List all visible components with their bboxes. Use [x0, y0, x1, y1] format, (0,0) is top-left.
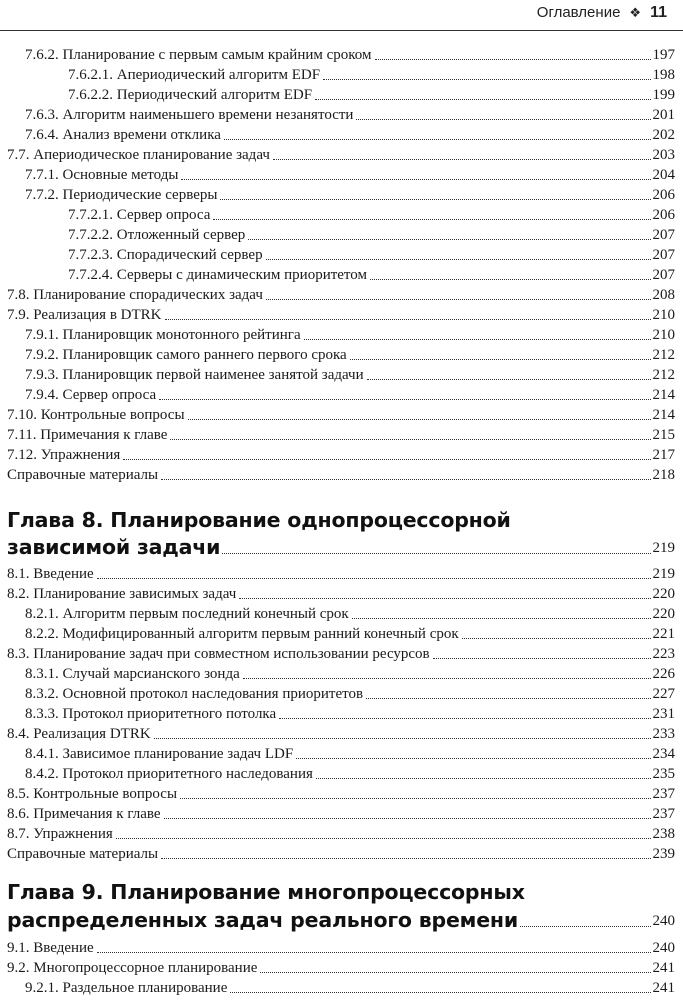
- toc-entry[interactable]: Справочные материалы 239: [7, 846, 675, 862]
- dot-leader: [520, 926, 650, 927]
- toc-entry[interactable]: 9.1. Введение 240: [7, 940, 675, 956]
- header-separator: ❖: [629, 5, 642, 20]
- dot-leader: [164, 818, 651, 819]
- toc-entry[interactable]: 8.6. Примечания к главе 237: [7, 806, 675, 822]
- chapter-9-page: 240: [652, 913, 675, 929]
- dot-leader: [165, 319, 651, 320]
- toc-entry[interactable]: 7.12. Упражнения 217: [7, 447, 675, 463]
- dot-leader: [239, 598, 650, 599]
- toc-entry[interactable]: 8.2.2. Модифицированный алгоритм первым ранний конечный срок 221: [25, 626, 675, 642]
- toc-entry[interactable]: 7.8. Планирование спорадических задач 208: [7, 287, 675, 303]
- toc-entry[interactable]: 7.6.2. Планирование с первым самым крайним сроком 197: [25, 47, 675, 63]
- header-section-title: Оглавление: [536, 4, 621, 21]
- dot-leader: [97, 578, 651, 579]
- toc-entry[interactable]: 7.9.1. Планировщик монотонного рейтинга 210: [25, 327, 675, 343]
- toc-entry[interactable]: 8.3.1. Случай марсианского зонда 226: [25, 666, 675, 682]
- dot-leader: [243, 678, 651, 679]
- toc-entry[interactable]: 8.7. Упражнения 238: [7, 826, 675, 842]
- dot-leader: [116, 838, 651, 839]
- toc-entry[interactable]: 9.2.1. Раздельное планирование 241: [25, 980, 675, 996]
- toc-entry[interactable]: 7.6.2.2. Периодический алгоритм EDF 199: [68, 87, 675, 103]
- toc-entry[interactable]: 7.7.2.4. Серверы с динамическим приоритетом 207: [68, 267, 675, 283]
- chapter-9-title[interactable]: Глава 9. Планирование многопроцессорных: [7, 880, 525, 904]
- header-rule: [0, 30, 683, 31]
- dot-leader: [279, 718, 650, 719]
- dot-leader: [304, 339, 651, 340]
- running-header: [0, 0, 683, 32]
- toc-entry[interactable]: 7.7. Апериодическое планирование задач 203: [7, 147, 675, 163]
- toc-entry[interactable]: 8.4. Реализация DTRK 233: [7, 726, 675, 742]
- dot-leader: [222, 553, 650, 554]
- toc-entry[interactable]: 8.1. Введение 219: [7, 566, 675, 582]
- chapter-8-title-line-2[interactable]: зависимой задачи 219: [7, 535, 675, 559]
- dot-leader: [220, 199, 650, 200]
- dot-leader: [375, 59, 651, 60]
- toc-entry[interactable]: 8.5. Контрольные вопросы 237: [7, 786, 675, 802]
- toc-entry[interactable]: 7.7.2.2. Отложенный сервер 207: [68, 227, 675, 243]
- toc-entry[interactable]: 8.4.1. Зависимое планирование задач LDF 234: [25, 746, 675, 762]
- toc-entry[interactable]: 7.9.2. Планировщик самого раннего первого срока 212: [25, 347, 675, 363]
- toc-entry[interactable]: 7.6.2.1. Апериодический алгоритм EDF 198: [68, 67, 675, 83]
- dot-leader: [248, 239, 650, 240]
- toc-entry[interactable]: 8.2. Планирование зависимых задач 220: [7, 586, 675, 602]
- dot-leader: [350, 359, 651, 360]
- dot-leader: [188, 419, 651, 420]
- toc-entry[interactable]: 7.10. Контрольные вопросы 214: [7, 407, 675, 423]
- dot-leader: [296, 758, 650, 759]
- toc-entry[interactable]: 7.7.2.1. Сервер опроса 206: [68, 207, 675, 223]
- dot-leader: [266, 259, 651, 260]
- dot-leader: [161, 479, 650, 480]
- dot-leader: [433, 658, 651, 659]
- chapter-9-title-line-2[interactable]: распределенных задач реального времени 240: [7, 908, 675, 932]
- dot-leader: [154, 738, 651, 739]
- toc-entry[interactable]: 8.3. Планирование задач при совместном использовании ресурсов 223: [7, 646, 675, 662]
- chapter-8-title[interactable]: Глава 8. Планирование однопроцессорной: [7, 508, 511, 532]
- dot-leader: [367, 379, 651, 380]
- dot-leader: [462, 638, 651, 639]
- dot-leader: [315, 99, 650, 100]
- toc-entry[interactable]: 8.3.3. Протокол приоритетного потолка 231: [25, 706, 675, 722]
- toc-entry[interactable]: 7.6.3. Алгоритм наименьшего времени незанятости 201: [25, 107, 675, 123]
- dot-leader: [224, 139, 651, 140]
- dot-leader: [97, 952, 651, 953]
- dot-leader: [123, 459, 650, 460]
- toc-entry[interactable]: 7.9.4. Сервер опроса 214: [25, 387, 675, 403]
- dot-leader: [159, 399, 650, 400]
- dot-leader: [366, 698, 650, 699]
- toc-entry[interactable]: 7.7.1. Основные методы 204: [25, 167, 675, 183]
- toc-entry[interactable]: 8.3.2. Основной протокол наследования приоритетов 227: [25, 686, 675, 702]
- toc-entry[interactable]: 7.7.2.3. Спорадический сервер 207: [68, 247, 675, 263]
- dot-leader: [161, 858, 650, 859]
- dot-leader: [170, 439, 650, 440]
- dot-leader: [266, 299, 651, 300]
- header-text: [537, 4, 667, 22]
- dot-leader: [180, 798, 650, 799]
- toc-entry[interactable]: Справочные материалы 218: [7, 467, 675, 483]
- dot-leader: [356, 119, 650, 120]
- dot-leader: [230, 992, 650, 993]
- dot-leader: [370, 279, 651, 280]
- toc-entry[interactable]: 8.2.1. Алгоритм первым последний конечный срок 220: [25, 606, 675, 622]
- toc-entry[interactable]: 7.6.4. Анализ времени отклика 202: [25, 127, 675, 143]
- toc-entry[interactable]: 7.7.2. Периодические серверы 206: [25, 187, 675, 203]
- toc-entry[interactable]: 8.4.2. Протокол приоритетного наследования 235: [25, 766, 675, 782]
- dot-leader: [352, 618, 651, 619]
- dot-leader: [213, 219, 650, 220]
- chapter-8-page: 219: [652, 540, 675, 556]
- toc-entry[interactable]: 9.2. Многопроцессорное планирование 241: [7, 960, 675, 976]
- toc-entry[interactable]: 7.9.3. Планировщик первой наименее занятой задачи 212: [25, 367, 675, 383]
- dot-leader: [323, 79, 650, 80]
- header-page-number: 11: [650, 4, 667, 21]
- toc-entry[interactable]: 7.11. Примечания к главе 215: [7, 427, 675, 443]
- dot-leader: [316, 778, 651, 779]
- dot-leader: [260, 972, 650, 973]
- toc-entry[interactable]: 7.9. Реализация в DTRK 210: [7, 307, 675, 323]
- dot-leader: [181, 179, 650, 180]
- dot-leader: [273, 159, 651, 160]
